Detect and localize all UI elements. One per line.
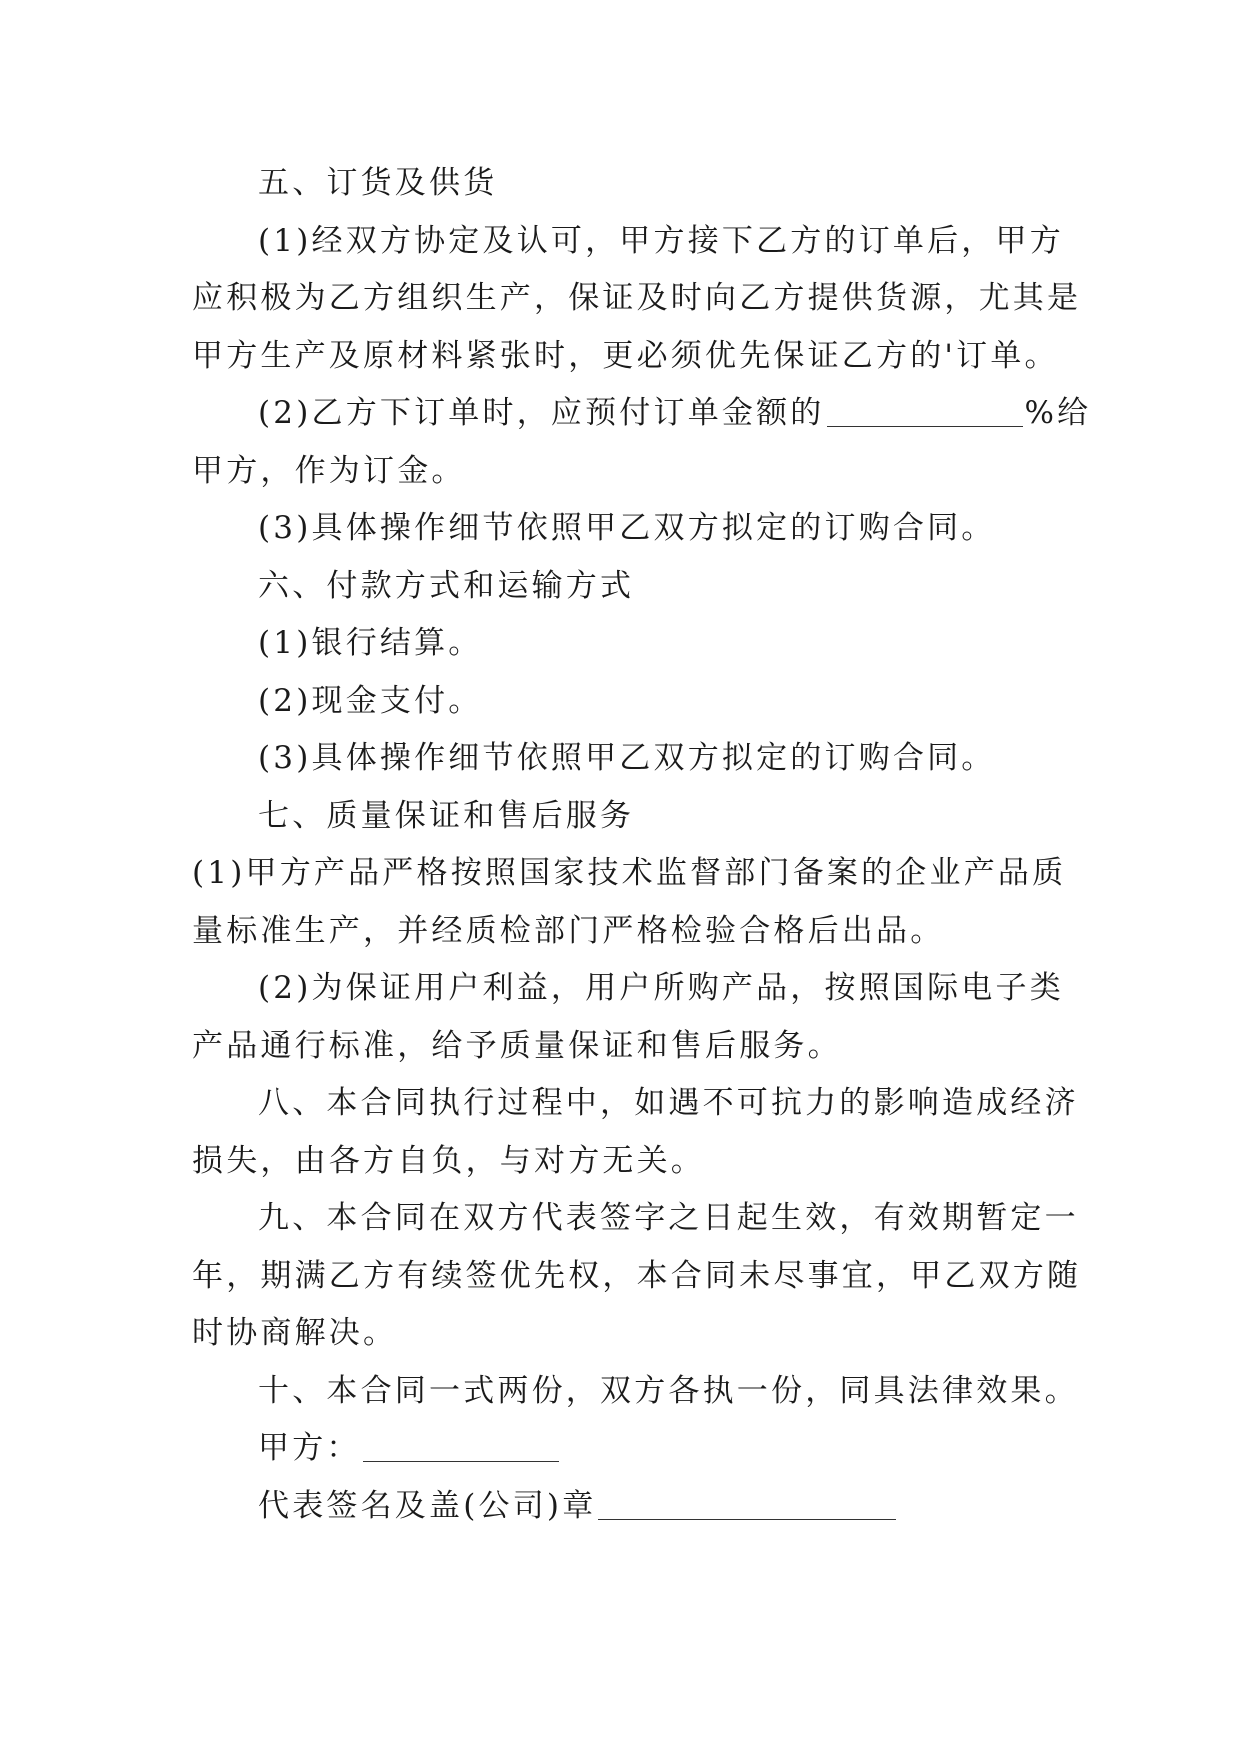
clause-7-1-line-2: 量标准生产，并经质检部门严格检验合格后出品。 bbox=[192, 912, 945, 949]
clause-5-1-line-2: 应积极为乙方组织生产，保证及时向乙方提供货源，尤其是 bbox=[192, 280, 1082, 316]
section-9-line-3: 时协商解决。 bbox=[192, 1315, 398, 1351]
clause-6-3: (3)具体操作细节依照甲乙双方拟定的订购合同。 bbox=[258, 740, 996, 776]
clause-5-1-line-1: (1)经双方协定及认可，甲方接下乙方的订单后，甲方 bbox=[258, 222, 1064, 259]
section-7-heading: 七、质量保证和售后服务 bbox=[258, 797, 635, 834]
clause-7-1-line-1: (1)甲方产品严格按照国家技术监督部门备案的企业产品质 bbox=[192, 855, 1067, 891]
clause-7-2-line-1: (2)为保证用户利益，用户所购产品，按照国际电子类 bbox=[258, 970, 1064, 1006]
party-a-blank[interactable] bbox=[363, 1429, 559, 1462]
contract-page bbox=[192, 155, 1092, 1535]
clause-6-1: (1)银行结算。 bbox=[258, 625, 483, 661]
section-6-heading: 六、付款方式和运输方式 bbox=[258, 567, 635, 604]
clause-5-2-line-2: 甲方，作为订金。 bbox=[192, 452, 466, 489]
representative-seal-blank[interactable] bbox=[598, 1487, 896, 1520]
deposit-percent-blank[interactable] bbox=[827, 394, 1023, 427]
section-9-line-2: 年，期满乙方有续签优先权，本合同未尽事宜，甲乙双方随 bbox=[192, 1257, 1082, 1294]
section-8-line-2: 损失，由各方自负，与对方无关。 bbox=[192, 1142, 705, 1179]
clause-6-2: (2)现金支付。 bbox=[258, 682, 483, 719]
clause-5-2-line-1: (2)乙方下订单时，应预付订单金额的 %给 bbox=[258, 395, 1092, 431]
clause-7-2-line-2: 产品通行标准，给予质量保证和售后服务。 bbox=[192, 1027, 842, 1064]
section-5-heading: 五、订货及供货 bbox=[258, 165, 498, 201]
section-8-line-1: 八、本合同执行过程中，如遇不可抗力的影响造成经济 bbox=[258, 1085, 1079, 1121]
section-9-line-1: 九、本合同在双方代表签字之日起生效，有效期暂定一 bbox=[258, 1200, 1079, 1236]
representative-seal-line: 代表签名及盖(公司)章 bbox=[192, 1478, 1072, 1536]
party-a-signature-line: 甲方： bbox=[192, 1420, 1072, 1478]
section-10: 十、本合同一式两份，双方各执一份，同具法律效果。 bbox=[258, 1372, 1079, 1409]
clause-5-1-line-3: 甲方生产及原材料紧张时，更必须优先保证乙方的'订单。 bbox=[192, 337, 1059, 374]
clause-5-3: (3)具体操作细节依照甲乙双方拟定的订购合同。 bbox=[258, 510, 996, 546]
